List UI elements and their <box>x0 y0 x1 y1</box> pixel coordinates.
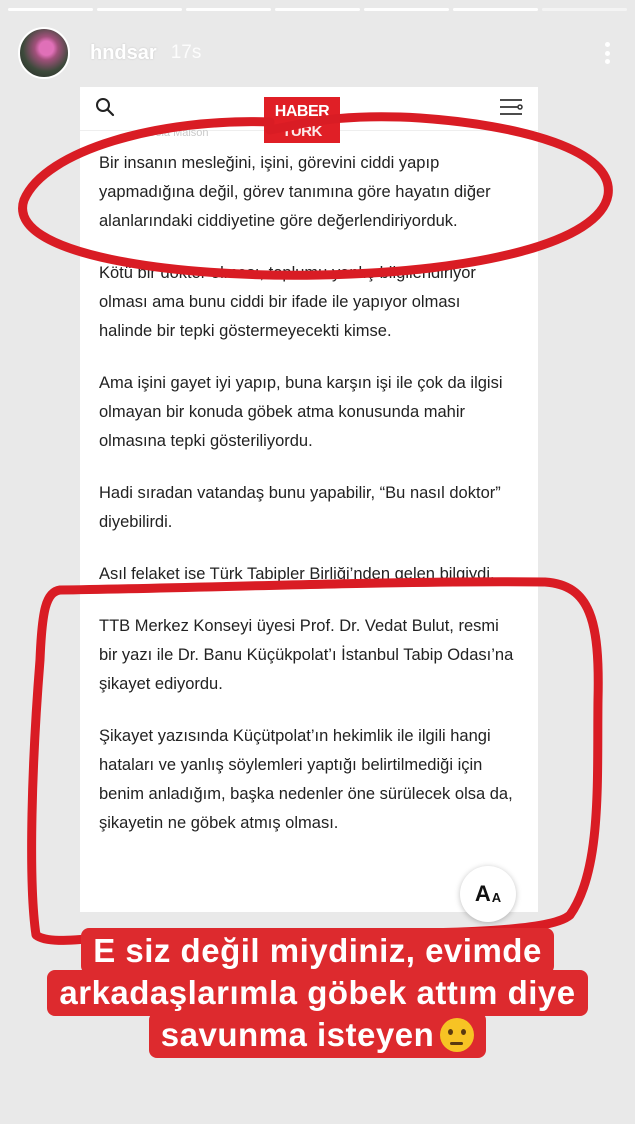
caption-line-1: E siz değil miydiniz, evimde <box>81 928 554 974</box>
font-size-big-label: A <box>474 881 491 906</box>
article-body <box>99 149 516 861</box>
article-paragraph: Hadi sıradan vatandaş bunu yapabilir, “Bu nasıl doktor” diyebilirdi. <box>99 484 501 531</box>
progress-segment <box>364 8 449 11</box>
article-paragraph: Ama işini gayet iyi yapıp, buna karşın işi ile çok da ilgisi olmayan bir konuda göbek atma konusunda mahir olmasına tepki gösteriliyordu. <box>99 374 503 450</box>
byline: Bola Malson <box>148 127 209 139</box>
more-dots-icon <box>605 42 610 47</box>
article-paragraph: TTB Merkez Konseyi üyesi Prof. Dr. Vedat Bulut, resmi bir yazı ile Dr. Banu Küçükpolat’ı İstanbul Tabip Odası’na şikayet ediyordu. <box>99 617 514 693</box>
font-size-button[interactable] <box>460 866 516 922</box>
font-size-small-label: A <box>491 889 502 905</box>
username[interactable]: hndsar <box>90 41 157 64</box>
article-screenshot <box>80 87 538 912</box>
thinking-face-icon <box>440 1018 474 1052</box>
story-timestamp: 17s <box>170 42 202 63</box>
story-header <box>18 26 617 80</box>
progress-segment <box>275 8 360 11</box>
story-caption <box>0 930 635 1056</box>
more-options-button[interactable] <box>597 38 617 68</box>
article-paragraph: Asıl felaket ise Türk Tabipler Birliği’nden gelen bilgiydi. <box>99 565 495 583</box>
logo-text-line2: TÜRK <box>282 123 322 140</box>
progress-segment <box>542 8 627 11</box>
progress-segment <box>186 8 271 11</box>
article-paragraph: Bir insanın mesleğini, işini, görevini ciddi yapıp yapmadığına değil, görev tanımına göre hayatın diğer alanlarındaki ciddiyetine göre değerlendiriyorduk. <box>99 154 491 230</box>
progress-segment <box>8 8 93 11</box>
site-logo[interactable] <box>264 97 340 143</box>
caption-line-2: arkadaşlarımla göbek attım diye <box>47 970 587 1016</box>
avatar[interactable] <box>18 27 70 79</box>
menu-icon[interactable] <box>498 97 524 117</box>
search-icon[interactable] <box>94 96 116 118</box>
article-paragraph: Şikayet yazısında Küçütpolat’ın hekimlik ile ilgili hangi hataları ve yanlış söylemleri yaptığı belirtilmediği için benim anladığım, başka nedenler öne sürülecek olsa da, şikayetin ne göbek atmış olması. <box>99 727 513 832</box>
article-paragraph: Kötü bir doktor olması, toplumu yanlış bilgilendiriyor olması ama bunu ciddi bir ifade ile yapıyor olması halinde bir tepki göstermeyecekti kimse. <box>99 264 476 340</box>
caption-line-3 <box>149 1012 486 1058</box>
progress-segment <box>97 8 182 11</box>
story-progress-bar <box>8 8 627 11</box>
caption-line-3-text: savunma isteyen <box>160 1016 435 1053</box>
logo-text-line1: HABER <box>274 103 330 120</box>
progress-segment <box>453 8 538 11</box>
